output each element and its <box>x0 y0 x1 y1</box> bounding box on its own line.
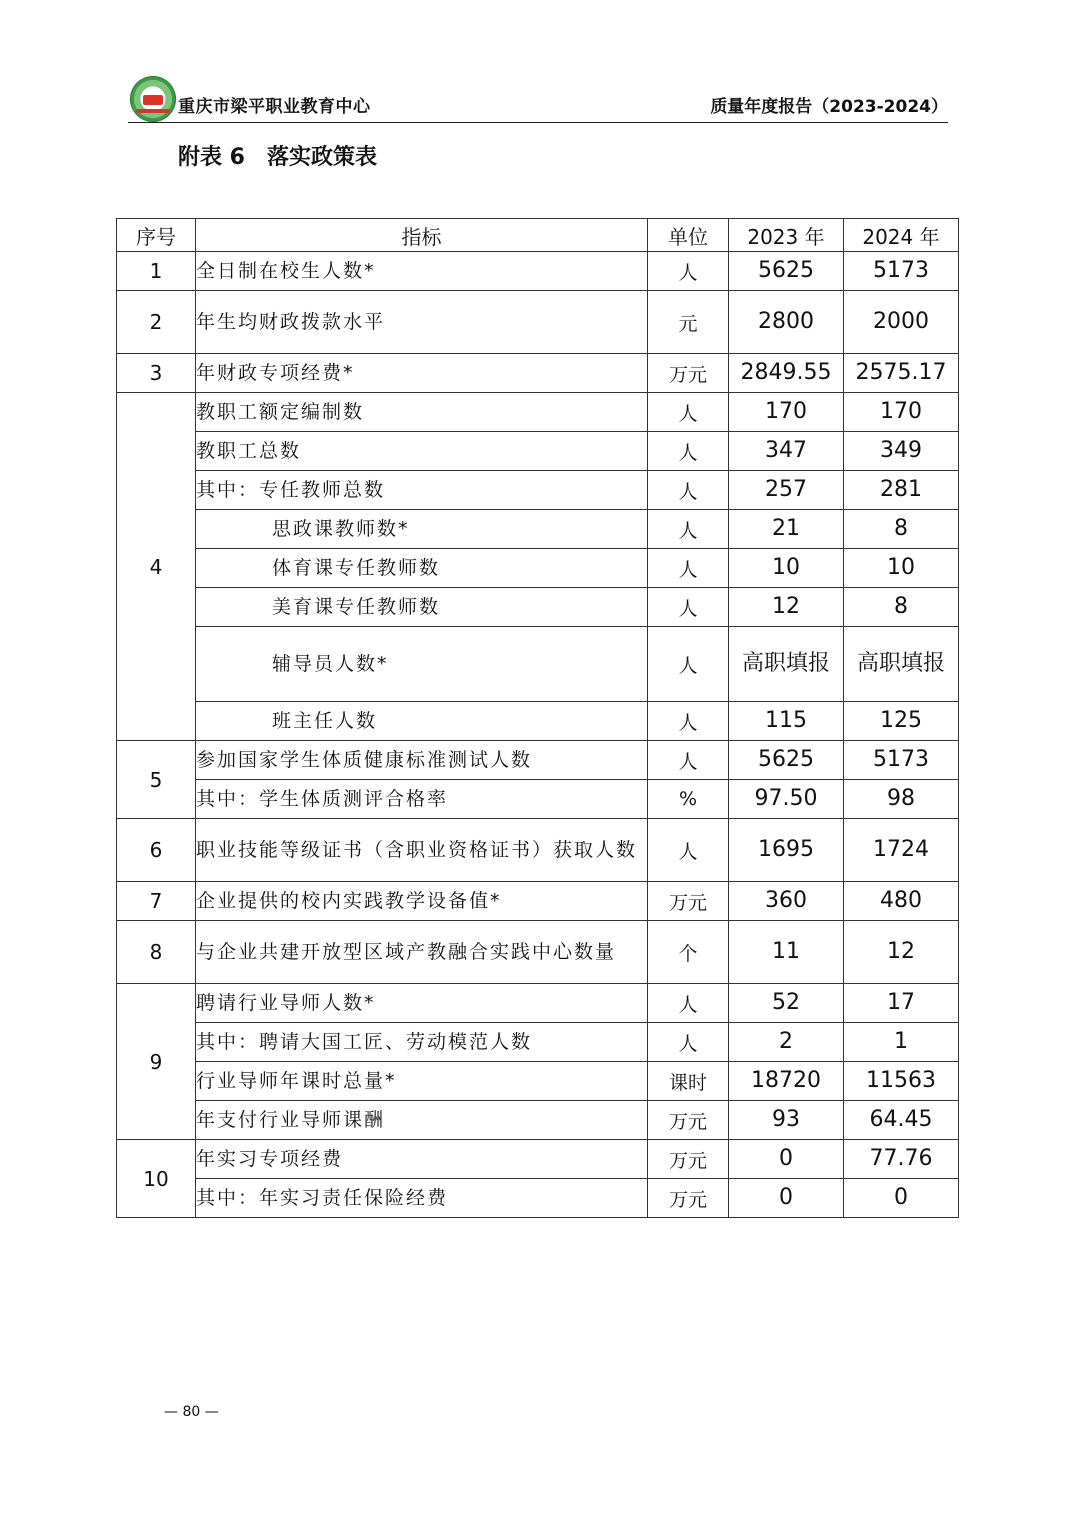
table-row <box>117 921 959 984</box>
row-value-2023: 2 <box>729 1023 844 1062</box>
table-row <box>117 549 959 588</box>
row-indicator: 其中：聘请大国工匠、劳动模范人数 <box>196 1023 648 1062</box>
row-value-2024: 480 <box>844 882 959 921</box>
school-logo-icon <box>130 76 176 122</box>
header-unit: 单位 <box>648 219 729 252</box>
row-seq: 9 <box>117 984 196 1140</box>
row-indicator: 聘请行业导师人数* <box>196 984 648 1023</box>
table-row <box>117 471 959 510</box>
row-value-2024: 5173 <box>844 252 959 291</box>
table-row <box>117 819 959 882</box>
row-indicator: 教职工额定编制数 <box>196 393 648 432</box>
page-header <box>128 74 948 124</box>
row-value-2023: 170 <box>729 393 844 432</box>
table-row <box>117 1023 959 1062</box>
logo-seal-icon <box>136 109 170 113</box>
row-unit: 人 <box>648 819 729 882</box>
row-indicator: 其中：学生体质测评合格率 <box>196 780 648 819</box>
row-indicator: 美育课专任教师数 <box>196 588 648 627</box>
row-indicator: 年实习专项经费 <box>196 1140 648 1179</box>
row-value-2023: 10 <box>729 549 844 588</box>
row-value-2024: 98 <box>844 780 959 819</box>
row-unit: 人 <box>648 741 729 780</box>
row-value-2023: 257 <box>729 471 844 510</box>
row-indicator: 年支付行业导师课酬 <box>196 1101 648 1140</box>
row-value-2023: 0 <box>729 1140 844 1179</box>
row-value-2023: 5625 <box>729 252 844 291</box>
report-title: 质量年度报告（2023-2024） <box>710 97 948 117</box>
row-seq: 2 <box>117 291 196 354</box>
row-value-2023: 2849.55 <box>729 354 844 393</box>
row-value-2023: 21 <box>729 510 844 549</box>
table-row <box>117 627 959 702</box>
row-value-2024: 10 <box>844 549 959 588</box>
row-indicator: 年财政专项经费* <box>196 354 648 393</box>
row-seq: 10 <box>117 1140 196 1218</box>
row-value-2023: 1695 <box>729 819 844 882</box>
row-unit: 人 <box>648 588 729 627</box>
row-value-2023: 高职填报 <box>729 627 844 702</box>
table-row <box>117 1101 959 1140</box>
row-unit: 人 <box>648 549 729 588</box>
row-value-2024: 2575.17 <box>844 354 959 393</box>
row-value-2023: 5625 <box>729 741 844 780</box>
table-row <box>117 432 959 471</box>
table-header-row <box>117 219 959 252</box>
row-indicator: 行业导师年课时总量* <box>196 1062 648 1101</box>
row-unit: % <box>648 780 729 819</box>
table-row <box>117 252 959 291</box>
logo-mark-icon <box>143 95 163 105</box>
row-value-2023: 360 <box>729 882 844 921</box>
row-indicator: 与企业共建开放型区域产教融合实践中心数量 <box>196 921 648 984</box>
row-seq: 7 <box>117 882 196 921</box>
table-title: 附表 6 落实政策表 <box>178 145 377 170</box>
row-indicator: 职业技能等级证书（含职业资格证书）获取人数 <box>196 819 648 882</box>
row-unit: 人 <box>648 510 729 549</box>
row-value-2024: 77.76 <box>844 1140 959 1179</box>
row-value-2023: 18720 <box>729 1062 844 1101</box>
row-unit: 人 <box>648 702 729 741</box>
row-value-2024: 281 <box>844 471 959 510</box>
row-indicator: 教职工总数 <box>196 432 648 471</box>
table-row <box>117 780 959 819</box>
row-value-2024: 5173 <box>844 741 959 780</box>
row-indicator: 参加国家学生体质健康标准测试人数 <box>196 741 648 780</box>
page-number: — 80 — <box>164 1404 219 1420</box>
row-value-2023: 0 <box>729 1179 844 1218</box>
header-indicator: 指标 <box>196 219 648 252</box>
row-unit: 万元 <box>648 354 729 393</box>
row-indicator: 体育课专任教师数 <box>196 549 648 588</box>
row-value-2024: 12 <box>844 921 959 984</box>
row-value-2023: 93 <box>729 1101 844 1140</box>
row-value-2024: 8 <box>844 510 959 549</box>
row-unit: 万元 <box>648 1101 729 1140</box>
row-value-2024: 170 <box>844 393 959 432</box>
table-row <box>117 741 959 780</box>
row-unit: 万元 <box>648 882 729 921</box>
row-indicator: 企业提供的校内实践教学设备值* <box>196 882 648 921</box>
table-row <box>117 882 959 921</box>
row-indicator: 思政课教师数* <box>196 510 648 549</box>
row-value-2024: 2000 <box>844 291 959 354</box>
row-value-2024: 1724 <box>844 819 959 882</box>
row-indicator: 年生均财政拨款水平 <box>196 291 648 354</box>
table-row <box>117 393 959 432</box>
table-row <box>117 291 959 354</box>
row-value-2023: 12 <box>729 588 844 627</box>
row-indicator: 班主任人数 <box>196 702 648 741</box>
table-row <box>117 354 959 393</box>
header-divider <box>128 122 948 123</box>
row-value-2023: 2800 <box>729 291 844 354</box>
row-unit: 个 <box>648 921 729 984</box>
row-value-2024: 高职填报 <box>844 627 959 702</box>
row-seq: 8 <box>117 921 196 984</box>
row-unit: 万元 <box>648 1179 729 1218</box>
row-value-2023: 115 <box>729 702 844 741</box>
header-seq: 序号 <box>117 219 196 252</box>
row-value-2024: 1 <box>844 1023 959 1062</box>
table-row <box>117 1062 959 1101</box>
row-indicator: 其中：年实习责任保险经费 <box>196 1179 648 1218</box>
row-unit: 人 <box>648 1023 729 1062</box>
row-unit: 人 <box>648 471 729 510</box>
row-value-2024: 8 <box>844 588 959 627</box>
policy-table <box>116 218 959 1218</box>
table-row <box>117 588 959 627</box>
row-value-2023: 97.50 <box>729 780 844 819</box>
row-indicator: 辅导员人数* <box>196 627 648 702</box>
row-indicator: 全日制在校生人数* <box>196 252 648 291</box>
row-unit: 人 <box>648 252 729 291</box>
row-seq: 1 <box>117 252 196 291</box>
row-seq: 3 <box>117 354 196 393</box>
row-unit: 人 <box>648 984 729 1023</box>
table-row <box>117 702 959 741</box>
row-value-2024: 125 <box>844 702 959 741</box>
row-value-2024: 17 <box>844 984 959 1023</box>
row-indicator: 其中：专任教师总数 <box>196 471 648 510</box>
row-unit: 人 <box>648 393 729 432</box>
row-seq: 6 <box>117 819 196 882</box>
row-unit: 人 <box>648 627 729 702</box>
row-value-2024: 0 <box>844 1179 959 1218</box>
table-row <box>117 984 959 1023</box>
row-unit: 课时 <box>648 1062 729 1101</box>
row-unit: 元 <box>648 291 729 354</box>
row-value-2023: 52 <box>729 984 844 1023</box>
row-unit: 人 <box>648 432 729 471</box>
row-value-2024: 349 <box>844 432 959 471</box>
row-value-2023: 347 <box>729 432 844 471</box>
row-value-2024: 64.45 <box>844 1101 959 1140</box>
table-row <box>117 1140 959 1179</box>
row-seq: 4 <box>117 393 196 741</box>
row-unit: 万元 <box>648 1140 729 1179</box>
row-seq: 5 <box>117 741 196 819</box>
header-2023: 2023 年 <box>729 219 844 252</box>
header-2024: 2024 年 <box>844 219 959 252</box>
row-value-2024: 11563 <box>844 1062 959 1101</box>
table-row <box>117 1179 959 1218</box>
table-row <box>117 510 959 549</box>
school-name: 重庆市梁平职业教育中心 <box>178 97 371 117</box>
row-value-2023: 11 <box>729 921 844 984</box>
